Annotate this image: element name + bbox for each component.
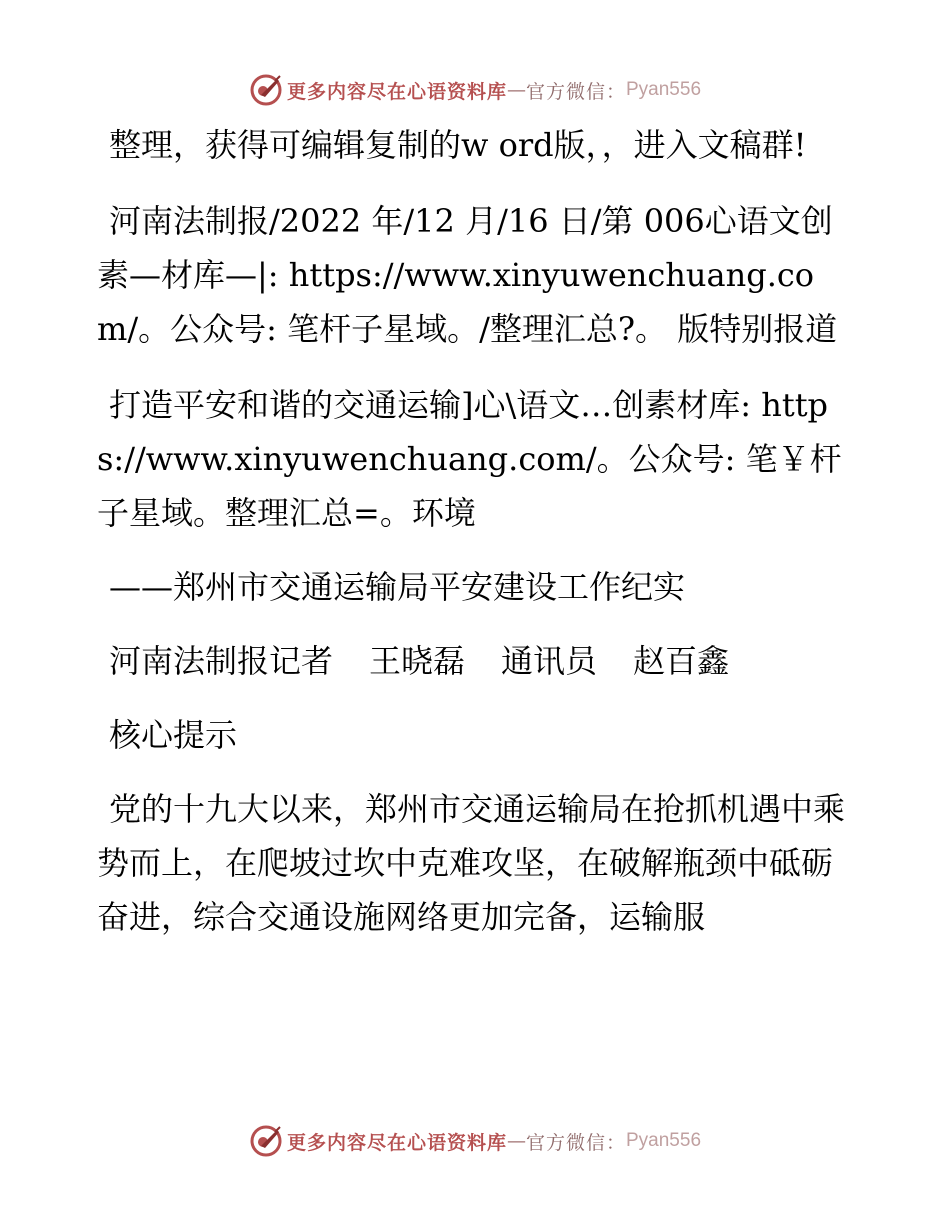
banner-wechat-handle: Pyan556 (626, 79, 702, 100)
paragraph-core-tip-body: 党的十九大以来，郑州市交通运输局在抢抓机遇中乘势而上，在爬坡过坎中克难攻坚，在破解瓶颈中砥砺奋进，综合交通设施网络更加完备，运输服 (97, 790, 846, 936)
byline-reporter-label: 河南法制报记者 (109, 642, 334, 680)
banner-brand-text: 更多内容尽在心语资料库 (286, 80, 507, 103)
paragraph-source: 河南法制报/2022 年/12 月/16 日/第 006心语文创素—材库—|: https://www.xinyuwenchuang.com/。公众号: 笔杆子星域。/整理汇总?。 版特别报道 (97, 202, 838, 348)
footer-watermark-banner (0, 1121, 950, 1161)
byline-reporter-name: 王晓磊 (369, 642, 466, 680)
banner-dash: — (506, 79, 526, 101)
paragraph-byline (97, 634, 855, 688)
paragraph-intro: 整理，获得可编辑复制的w ord版，，进入文稿群! (109, 126, 807, 164)
paragraph-subtitle: ——郑州市交通运输局平安建设工作纪实 (109, 568, 686, 606)
header-watermark-banner (0, 70, 950, 110)
banner-wechat-handle: Pyan556 (626, 1130, 702, 1151)
quill-logo-icon (249, 73, 283, 107)
banner-brand-text: 更多内容尽在心语资料库 (286, 1131, 507, 1154)
banner-wechat-label: 官方微信： (525, 80, 626, 103)
paragraph-core-tip-heading: 核心提示 (109, 716, 238, 754)
document-body (97, 118, 855, 966)
byline-correspondent-label: 通讯员 (501, 642, 598, 680)
banner-wechat-label: 官方微信： (525, 1131, 626, 1154)
paragraph-headline: 打造平安和谐的交通运输]心\语文…创素材库: https://www.xinyuwenchuang.com/。公众号: 笔￥杆子星域。整理汇总=。环境 (97, 386, 842, 532)
byline-correspondent-name: 赵百鑫 (633, 642, 730, 680)
banner-dash: — (506, 1130, 526, 1152)
quill-logo-icon (249, 1124, 283, 1158)
